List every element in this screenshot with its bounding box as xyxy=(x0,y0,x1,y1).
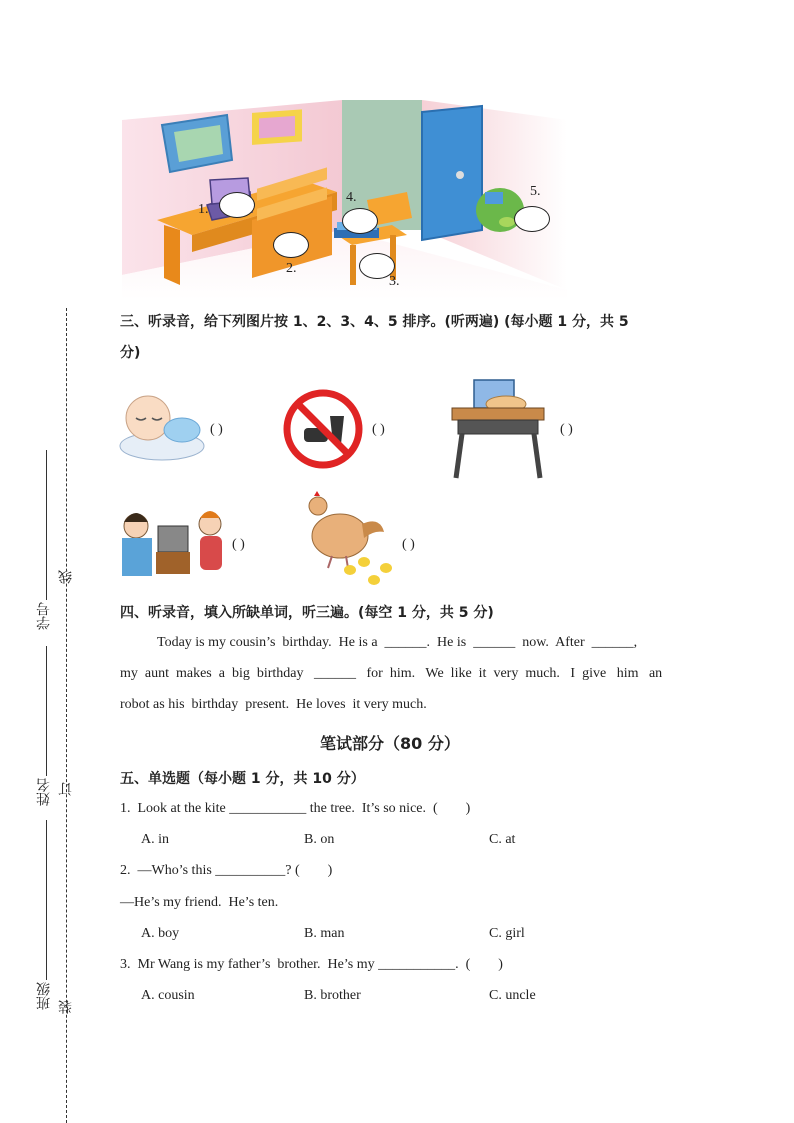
section3-title xyxy=(120,311,690,331)
desk-icon xyxy=(450,378,546,480)
binding-ding: 订 xyxy=(58,782,74,796)
scene-label-1: 1. xyxy=(198,202,209,217)
section4-passage-line3: robot as his birthday present. He loves it very much. xyxy=(120,697,427,712)
name-label: 姓名 xyxy=(36,778,52,806)
scene-label-2: 2. xyxy=(286,261,297,276)
room-illustration xyxy=(122,100,567,300)
question-3: 3. Mr Wang is my father’s brother. He’s my ___________. ( ) xyxy=(120,957,503,972)
question-2-reply: —He’s my friend. He’s ten. xyxy=(120,895,279,910)
answer-circle-2[interactable] xyxy=(273,232,309,258)
section3-title-line1: 三、听录音，给下列图片按 1、2、3、4、5 排序。(听两遍) (每小题 1 分，共 5 xyxy=(120,314,629,330)
hen-icon xyxy=(302,490,396,586)
section4-passage-line1: Today is my cousin’s birthday. He is a ______. He is ______ now. After ______, xyxy=(157,635,638,650)
name-line xyxy=(46,646,47,776)
q1-option-c[interactable]: C. at xyxy=(489,832,516,847)
class-label: 班级 xyxy=(36,982,52,1010)
tv-icon xyxy=(118,502,228,580)
binding-xian: 线 xyxy=(58,570,74,584)
q1-option-b[interactable]: B. on xyxy=(304,832,335,847)
tv-scene-image xyxy=(118,502,228,580)
q2-option-c[interactable]: C. girl xyxy=(489,926,525,941)
baby-sleeping-image xyxy=(118,388,206,464)
section4-title: 四、听录音，填入所缺单词，听三遍。(每空 1 分，共 5 分) xyxy=(120,605,494,621)
answer-paren-4[interactable]: ( ) xyxy=(232,537,245,552)
answer-circle-1[interactable] xyxy=(219,192,255,218)
no-food-sign-image xyxy=(282,388,364,470)
answer-paren-2[interactable]: ( ) xyxy=(372,422,385,437)
scene-label-5: 5. xyxy=(530,184,541,199)
q1-option-a[interactable]: A. in xyxy=(141,832,169,847)
hen-chicks-image xyxy=(302,490,396,586)
class-line xyxy=(46,820,47,980)
student-number-line xyxy=(46,450,47,600)
scene-label-3: 3. xyxy=(389,274,400,289)
question-1: 1. Look at the kite ___________ the tree. It’s so nice. ( ) xyxy=(120,801,471,816)
q3-option-a[interactable]: A. cousin xyxy=(141,988,195,1003)
answer-circle-4[interactable] xyxy=(342,208,378,234)
q3-option-b[interactable]: B. brother xyxy=(304,988,361,1003)
binding-zhuang: 装 xyxy=(58,1000,74,1014)
baby-icon xyxy=(118,388,206,464)
desk-book-image xyxy=(450,378,546,480)
question-2: 2. —Who’s this __________? ( ) xyxy=(120,863,333,878)
room-scene-svg xyxy=(122,100,567,300)
q2-option-a[interactable]: A. boy xyxy=(141,926,180,941)
written-section-title: 笔试部分（80 分） xyxy=(320,734,460,753)
student-number-label: 学号 xyxy=(36,602,52,630)
answer-paren-3[interactable]: ( ) xyxy=(560,422,573,437)
answer-circle-5[interactable] xyxy=(514,206,550,232)
section4-passage-line2: my aunt makes a big birthday ______ for him. We like it very much. I give him an xyxy=(120,666,663,681)
answer-paren-1[interactable]: ( ) xyxy=(210,422,223,437)
q2-option-b[interactable]: B. man xyxy=(304,926,345,941)
scene-label-4: 4. xyxy=(346,190,357,205)
section5-title: 五、单选题（每小题 1 分，共 10 分） xyxy=(120,771,365,787)
no-food-icon xyxy=(282,388,364,470)
answer-paren-5[interactable]: ( ) xyxy=(402,537,415,552)
q3-option-c[interactable]: C. uncle xyxy=(489,988,536,1003)
section3-title-cont: 分) xyxy=(120,345,141,361)
